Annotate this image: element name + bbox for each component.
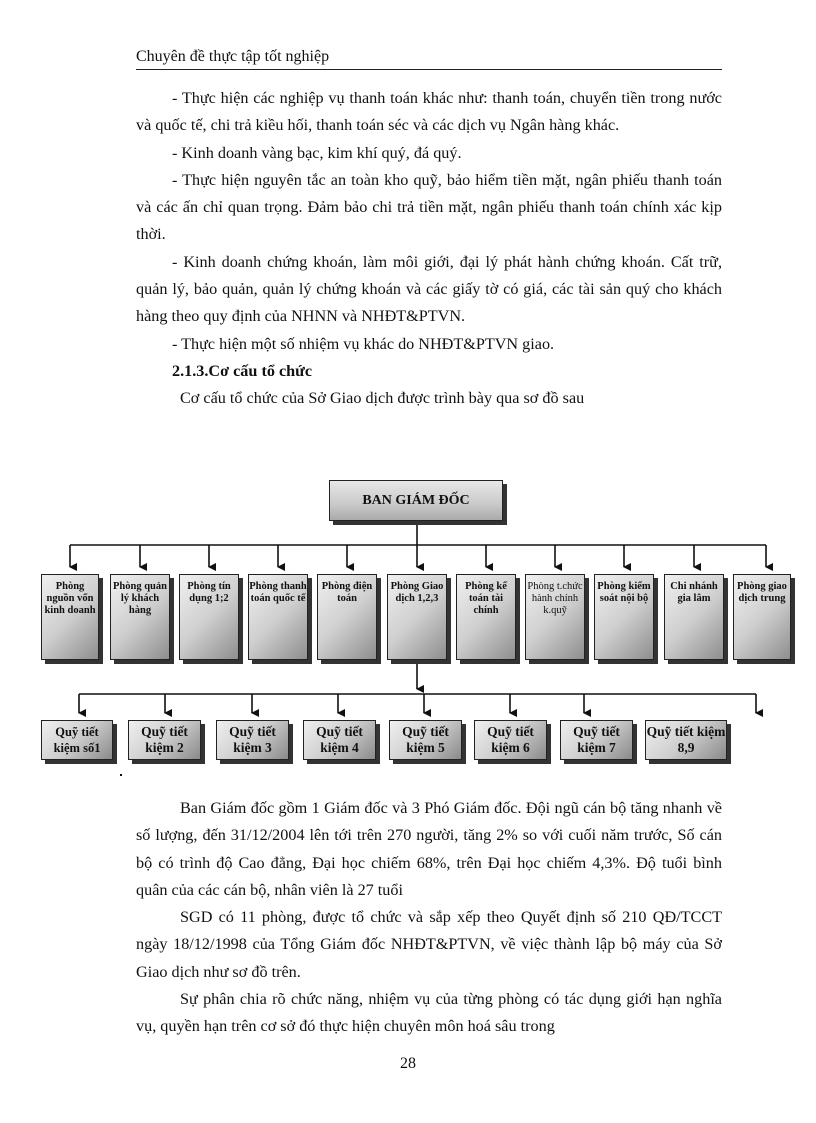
paragraph-board-staff: Ban Giám đốc gồm 1 Giám đốc và 3 Phó Giám đốc. Đội ngũ cán bộ tăng nhanh về số lượng, đến 31/12/2004 lên tới trên 270 người, tăng 2% so với cuối năm trước, Số cán bộ có trình độ Cao đẳng, Đại học chiếm 68%, trên Đại học chiếm 4,3%. Độ tuổi bình quân của các cán bộ, nhân viên là 27 tuổi [136, 799, 722, 899]
dept-international-box: Phòng thanh toán quốc tế [248, 574, 308, 660]
dept-it-box: Phòng điện toán [317, 574, 377, 660]
savings-fund-5-box: Quỹ tiết kiệm 5 [389, 720, 462, 760]
dept-central-box: Phòng giao dịch trung [733, 574, 791, 660]
bottom-text-block [136, 795, 722, 1041]
paragraph-gold-trading: - Kinh doanh vàng bạc, kim khí quý, đá quý. [172, 143, 462, 162]
dept-capital-box: Phòng nguồn vốn kinh doanh [41, 574, 99, 660]
paragraph-departments: SGD có 11 phòng, được tổ chức và sắp xếp theo Quyết định số 210 QĐ/TCCT ngày 18/12/1998 của Tổng Giám đốc NHĐT&PTVN, về việc thành lập bộ máy của Sở Giao dịch như sơ đồ trên. [136, 908, 722, 981]
page-header: Chuyên đề thực tập tốt nghiệp [136, 48, 722, 70]
section-heading: 2.1.3.Cơ cấu tổ chức [172, 361, 313, 380]
paragraph-division: Sự phân chia rõ chức năng, nhiệm vụ của từng phòng có tác dụng giới hạn nghĩa vụ, quyền hạn trên cơ sở đó thực hiện chuyên môn hoá sâu trong [136, 990, 722, 1036]
savings-fund-2-box: Quỹ tiết kiệm 2 [128, 720, 201, 760]
savings-fund-8-9-box: Quỹ tiết kiệm 8,9 [645, 720, 727, 760]
dept-customer-box: Phòng quản lý khách hàng [110, 574, 170, 660]
paragraph-securities: - Kinh doanh chứng khoán, làm môi giới, đại lý phát hành chứng khoán. Cất trữ, quản lý, bảo quản, quản lý chứng khoán và các giấy tờ có giá, các tài sản quý cho khách hàng theo quy định của NHNN và NHĐT&PTVN. [136, 252, 722, 326]
dept-branch-box: Chi nhánh gia lâm [664, 574, 724, 660]
stray-dot [120, 774, 122, 776]
savings-fund-3-box: Quỹ tiết kiệm 3 [216, 720, 289, 760]
paragraph-vault-safety: - Thực hiện nguyên tắc an toàn kho quỹ, bảo hiểm tiền mặt, ngân phiếu thanh toán và các ấn chỉ quan trọng. Đảm bảo chi trả tiền mặt, ngân phiếu thanh toán chính xác kịp thời. [136, 170, 722, 244]
dept-transaction-box: Phòng Giao dịch 1,2,3 [387, 574, 447, 660]
paragraph-payment-services: - Thực hiện các nghiệp vụ thanh toán khác như: thanh toán, chuyển tiền trong nước và quốc tế, chi trả kiều hối, thanh toán séc và các dịch vụ Ngân hàng khác. [136, 89, 722, 135]
savings-fund-1-box: Quỹ tiết kiệm số1 [41, 720, 113, 760]
dept-accounting-box: Phòng kế toán tài chính [456, 574, 516, 660]
savings-fund-7-box: Quỹ tiết kiệm 7 [560, 720, 633, 760]
savings-fund-4-box: Quỹ tiết kiệm 4 [303, 720, 376, 760]
board-of-directors-box: BAN GIÁM ĐỐC [329, 480, 503, 521]
paragraph-other-tasks: - Thực hiện một số nhiệm vụ khác do NHĐT&PTVN giao. [172, 334, 555, 353]
savings-fund-6-box: Quỹ tiết kiệm 6 [474, 720, 547, 760]
dept-audit-box: Phòng kiểm soát nội bộ [594, 574, 654, 660]
page-number: 28 [400, 1055, 416, 1072]
dept-admin-box: Phòng t.chức hành chính k.quỹ [525, 574, 585, 660]
dept-credit-box: Phòng tín dụng 1;2 [179, 574, 239, 660]
chart-intro-line: Cơ cấu tổ chức của Sở Giao dịch được trình bày qua sơ đồ sau [180, 389, 585, 408]
